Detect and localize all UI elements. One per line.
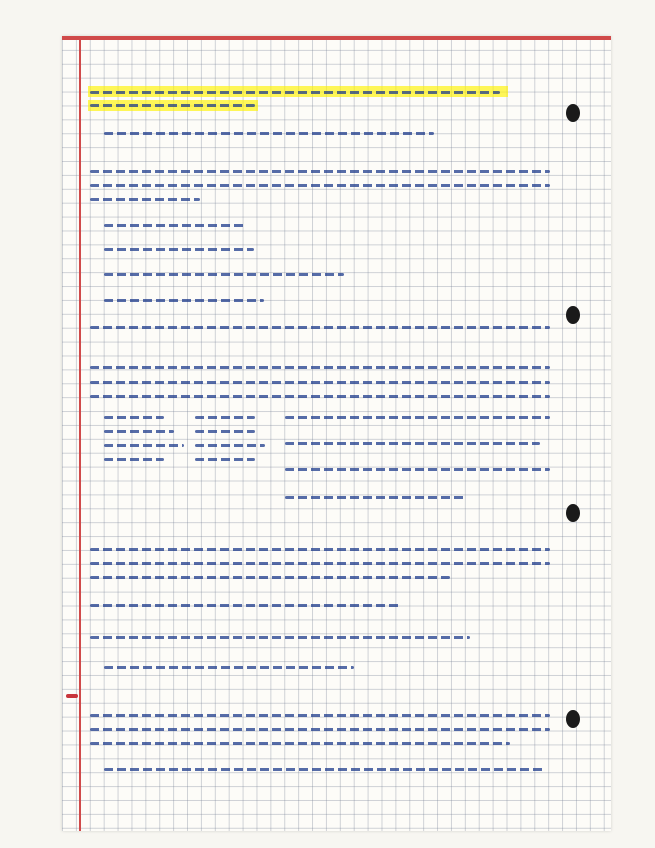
handwritten-line [90, 366, 550, 369]
binder-hole [566, 306, 580, 324]
handwritten-line [104, 666, 354, 669]
handwritten-line [104, 224, 244, 227]
handwritten-line [90, 91, 500, 94]
handwritten-line [285, 496, 465, 499]
binder-hole [566, 104, 580, 122]
handwritten-line [195, 458, 255, 461]
page-top-rule [62, 36, 611, 40]
handwritten-line [90, 728, 550, 731]
handwritten-line [104, 768, 544, 771]
handwritten-line [90, 381, 550, 384]
handwritten-line [104, 248, 254, 251]
handwritten-line [285, 416, 550, 419]
handwritten-line [90, 604, 400, 607]
page-margin-line [79, 36, 81, 831]
handwritten-line [104, 416, 164, 419]
handwritten-line [285, 468, 550, 471]
handwritten-line [90, 326, 550, 329]
notebook-page [62, 36, 611, 831]
handwritten-line [90, 714, 550, 717]
handwritten-line [195, 444, 265, 447]
handwritten-line [90, 184, 550, 187]
handwritten-line [90, 562, 550, 565]
handwritten-line [195, 430, 255, 433]
handwritten-line [104, 299, 264, 302]
binder-hole [566, 504, 580, 522]
handwritten-line [90, 742, 510, 745]
handwritten-line [90, 104, 255, 107]
handwritten-line [195, 416, 255, 419]
handwritten-line [104, 458, 164, 461]
section-mark [66, 694, 78, 698]
handwritten-line [90, 636, 470, 639]
handwritten-line [104, 132, 434, 135]
handwritten-line [90, 170, 550, 173]
handwritten-line [90, 576, 450, 579]
handwritten-line [285, 442, 540, 445]
handwritten-line [90, 395, 550, 398]
handwritten-line [104, 444, 184, 447]
binder-hole [566, 710, 580, 728]
handwritten-line [104, 430, 174, 433]
handwritten-line [90, 198, 200, 201]
handwritten-line [90, 548, 550, 551]
handwritten-line [104, 273, 344, 276]
